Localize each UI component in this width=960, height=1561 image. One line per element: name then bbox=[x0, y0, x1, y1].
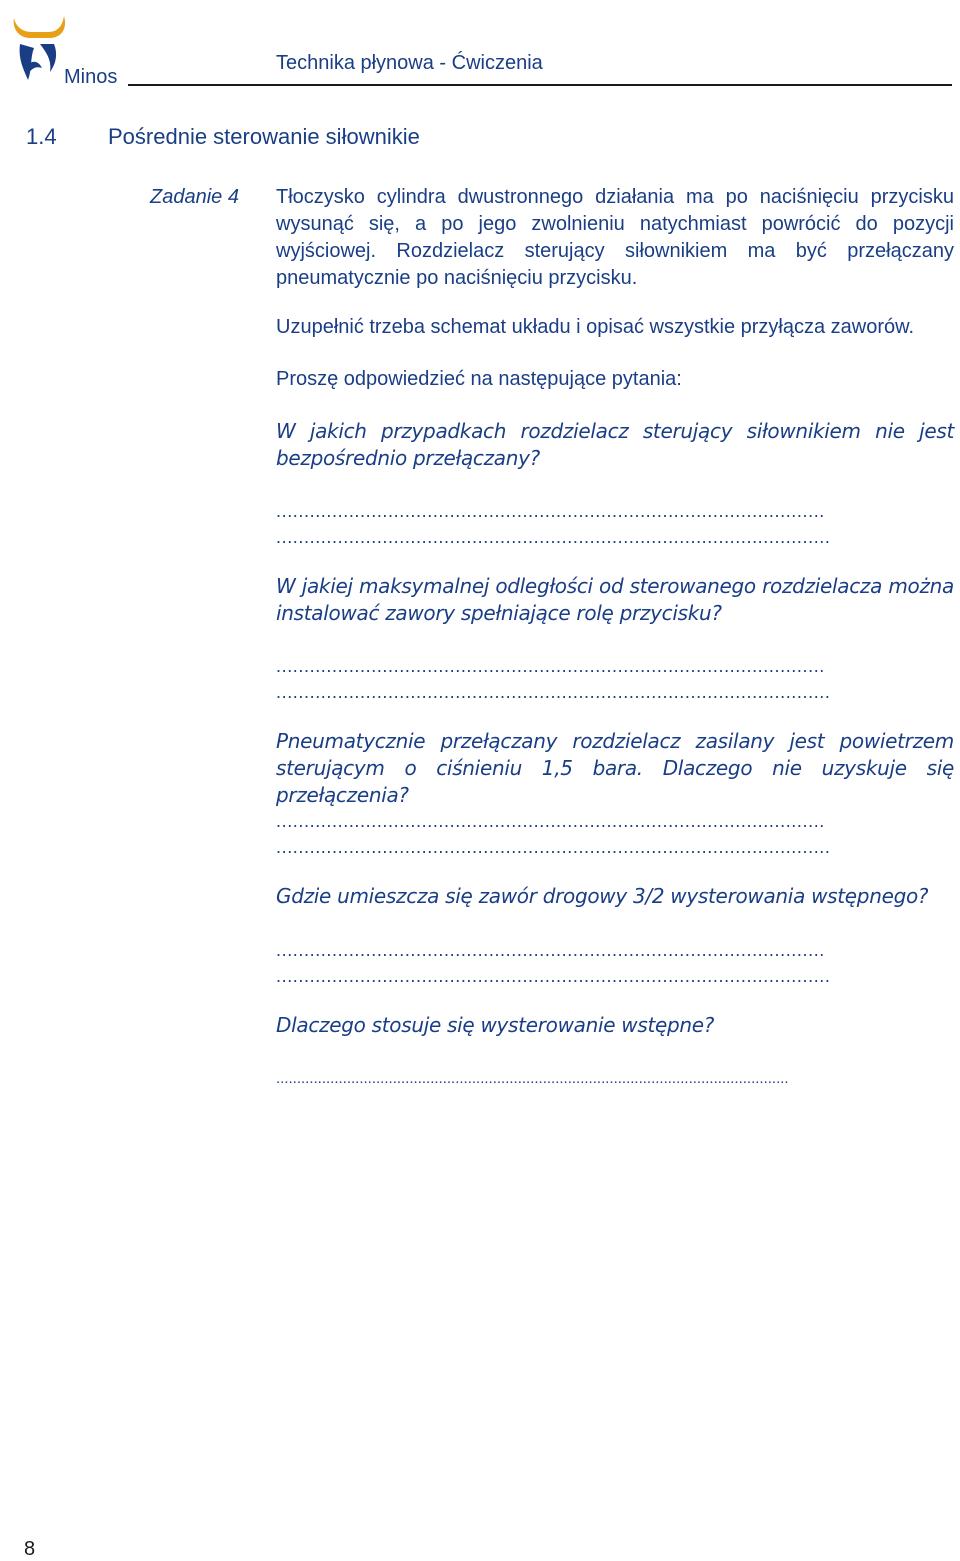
answer-line[interactable]: .................................................................................................. bbox=[276, 501, 825, 521]
task-description-text: Tłoczysko cylindra dwustronnego działania ma po naciśnięciu przycisku wysunąć się, a po jego zwolnieniu natychmiast powrócić do pozycji wyjściowej. Rozdzielacz sterujący siłownikiem ma być przełączany pneumatycznie po naciśnięciu przycisku. bbox=[276, 186, 954, 289]
question-block-2 bbox=[276, 573, 954, 627]
brand-name: Minos bbox=[64, 66, 118, 88]
questions-intro-text: Proszę odpowiedzieć na następujące pytania: bbox=[276, 368, 682, 390]
minos-logo-icon bbox=[6, 8, 68, 88]
question-block-4 bbox=[276, 883, 954, 910]
answer-lines-5 bbox=[276, 1066, 954, 1092]
answer-lines-2 bbox=[276, 653, 954, 705]
task-instruction-text: Uzupełnić trzeba schemat układu i opisać wszystkie przyłącza zaworów. bbox=[276, 316, 915, 338]
answer-line[interactable]: ................................................................................................... bbox=[276, 966, 831, 986]
section-number: 1.4 bbox=[26, 124, 57, 149]
document-title: Technika płynowa - Ćwiczenia bbox=[276, 52, 543, 74]
header-rule bbox=[128, 84, 952, 86]
question-text: W jakiej maksymalnej odległości od sterowanego rozdzielacza można instalować zawory spełniające rolę przycisku? bbox=[276, 574, 954, 625]
answer-line[interactable]: .................................................................................................. bbox=[276, 656, 825, 676]
question-block-1 bbox=[276, 418, 954, 472]
answer-line[interactable]: .................................................................................................. bbox=[276, 940, 825, 960]
question-text: W jakich przypadkach rozdzielacz sterujący siłownikiem nie jest bezpośrednio przełączany? bbox=[276, 419, 954, 470]
page-number: 8 bbox=[24, 1538, 36, 1560]
answer-line[interactable]: ................................................................................................... bbox=[276, 682, 831, 702]
answer-line[interactable]: .................................................................................................. bbox=[276, 811, 825, 831]
question-block-3 bbox=[276, 728, 954, 809]
answer-line[interactable]: ........................................................................................................................... bbox=[276, 1070, 789, 1087]
question-block-5 bbox=[276, 1012, 954, 1039]
section-title: Pośrednie sterowanie siłownikie bbox=[108, 124, 420, 149]
task-description bbox=[276, 184, 954, 292]
answer-line[interactable]: ................................................................................................... bbox=[276, 527, 831, 547]
task-instruction bbox=[276, 314, 954, 341]
answer-lines-4 bbox=[276, 937, 954, 989]
question-text: Dlaczego stosuje się wysterowanie wstępne? bbox=[276, 1013, 715, 1037]
questions-intro bbox=[276, 366, 954, 393]
answer-lines-3 bbox=[276, 808, 954, 860]
task-label: Zadanie 4 bbox=[150, 186, 239, 208]
answer-lines-1 bbox=[276, 498, 954, 550]
question-text: Gdzie umieszcza się zawór drogowy 3/2 wysterowania wstępnego? bbox=[276, 884, 929, 908]
answer-line[interactable]: ................................................................................................... bbox=[276, 837, 831, 857]
question-text: Pneumatycznie przełączany rozdzielacz zasilany jest powietrzem sterującym o ciśnieniu 1,5 bara. Dlaczego nie uzyskuje się przełączenia? bbox=[276, 729, 954, 807]
